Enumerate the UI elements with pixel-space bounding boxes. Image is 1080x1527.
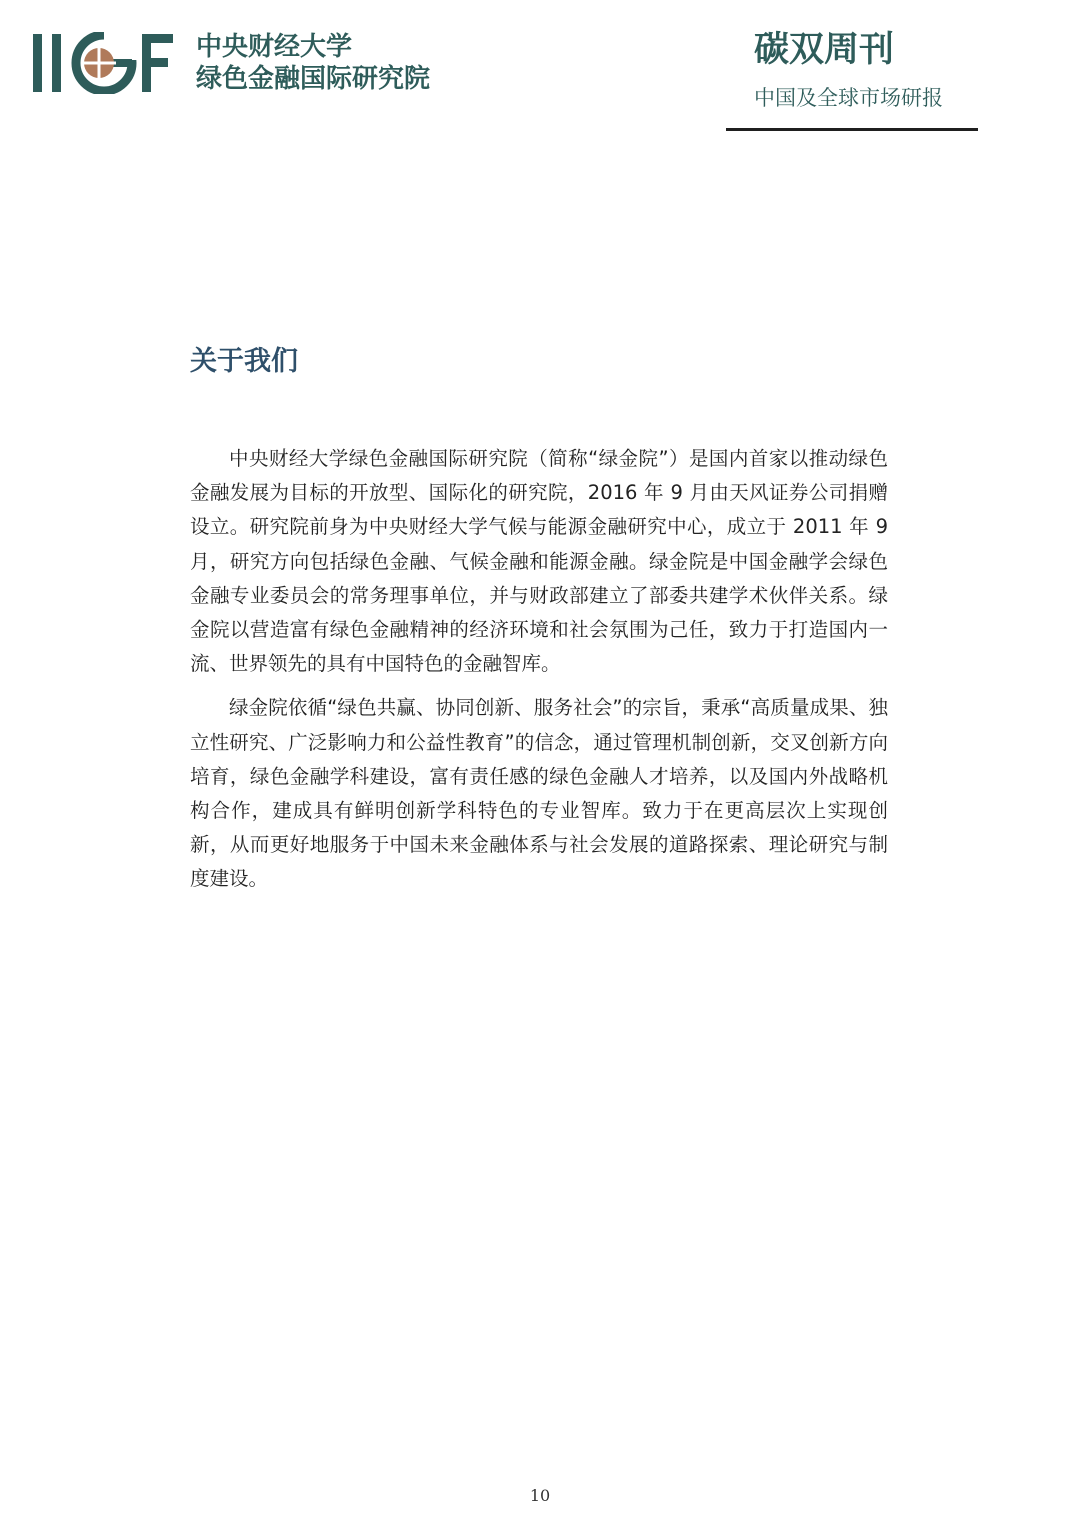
paragraph-1: 中央财经大学绿色金融国际研究院（简称“绿金院”）是国内首家以推动绿色金融发展为目标的开放型、国际化的研究院，2016 年 9 月由天风证券公司捐赠设立。研究院前身为中央财经大学气候与能源金融研究中心，成立于 2011 年 9 月，研究方向包括绿色金融、气候金融和能源金融。绿金院是中国金融学会绿色金融专业委员会的常务理事单位，并与财政部建立了部委共建学术伙伴关系。绿金院以营造富有绿色金融精神的经济环境和社会氛围为己任，致力于打造国内一流、世界领先的具有中国特色的金融智库。 [190,447,888,676]
org-name [196,31,430,95]
org-name-line1: 中央财经大学 [196,32,353,62]
paragraph-2: 绿金院依循“绿色共赢、协同创新、服务社会”的宗旨，秉承“高质量成果、独立性研究、广泛影响力和公益性教育”的信念，通过管理机制创新，交叉创新方向培育，绿色金融学科建设，富有责任感的绿色金融人才培养，以及国内外战略机构合作，建成具有鲜明创新学科特色的专业智库。致力于在更高层次上实现创新，从而更好地服务于中国未来金融体系与社会发展的道路探索、理论研究与制度建设。 [190,696,888,891]
org-name-line2: 绿色金融国际研究院 [196,64,431,94]
header-rule [726,128,978,131]
page-header [0,0,1080,140]
iigf-logo [33,32,178,94]
publication-subtitle: 中国及全球市场研报 [754,86,943,110]
about-body [190,442,888,907]
section-title: 关于我们 [190,346,298,377]
publication-title: 碳双周刊 [754,30,895,70]
page-number: 10 [529,1486,551,1505]
